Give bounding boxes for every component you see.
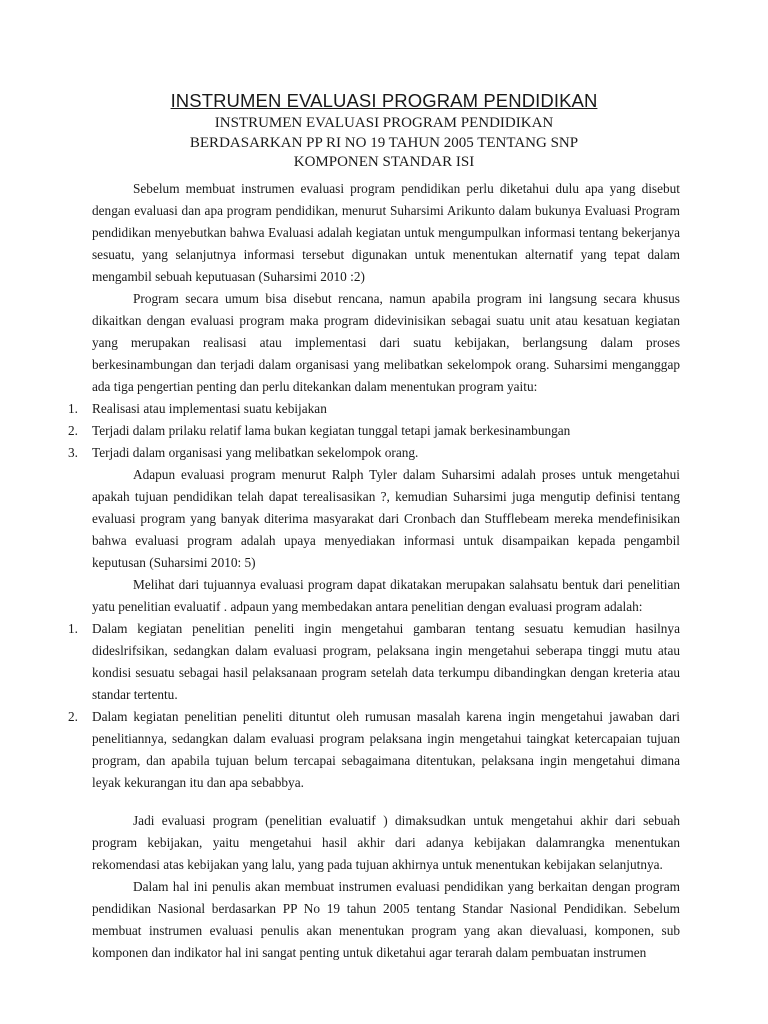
program-criteria-list [68,398,680,464]
list-item [68,420,680,442]
subtitle-line-1: INSTRUMEN EVALUASI PROGRAM PENDIDIKAN [214,115,554,131]
subtitle-line-3: KOMPONEN STANDAR ISI [293,154,475,170]
list-item-text: Dalam kegiatan penelitian peneliti ingin mengetahui gambaran tentang sesuatu kemudian hasilnya dideslrifsikan, sedangkan dalam evaluasi program, pelaksana ingin mengetahui seberapa tinggi mutu atau kondisi sesuatu sebagai hasil pelaksanaan program setelah data terkumpu dibandingkan dengan kreteria atau standar tertentu. [92,621,680,702]
list-item [68,398,680,420]
list-number: 3. [68,445,78,460]
list-number: 1. [68,621,78,636]
paragraph-tyler-definition: Adapun evaluasi program menurut Ralph Tyler dalam Suharsimi adalah proses untuk mengetahui apakah tujuan pendidikan telah dapat terealisasikan ?, kemudian Suharsimi juga mengutip definisi tentang evaluasi program yang banyak diterima masyarakat dari Cronbach dan Stufflebeam mereka mendefinisikan bahwa evaluasi program adalah upaya menyediakan informasi untuk disampaikan kepada pengambil keputusan (Suharsimi 2010: 5) [92,467,680,570]
list-number: 1. [68,401,78,416]
list-item-text: Terjadi dalam organisasi yang melibatkan sekelompok orang. [92,445,419,460]
paragraph-gap [92,794,680,810]
list-item [68,706,680,794]
subtitle-line-2: BERDASARKAN PP RI NO 19 TAHUN 2005 TENTANG SNP [189,134,579,151]
list-item-text: Realisasi atau implementasi suatu kebijakan [92,401,327,416]
list-number: 2. [68,709,78,724]
list-item-text: Terjadi dalam prilaku relatif lama bukan kegiatan tunggal tetapi jamak berkesinambungan [92,423,571,438]
paragraph-author-plan: Dalam hal ini penulis akan membuat instrumen evaluasi pendidikan yang berkaitan dengan program pendidikan Nasional berdasarkan PP No 19 tahun 2005 tentang Standar Nasional Pendidikan. Sebelum membuat instrumen evaluasi penulis akan menentukan program yang akan dievaluasi, komponen, sub komponen dan indikator hal ini sangat penting untuk diketahui agar terarah dalam pembuatan instrumen [92,879,680,960]
list-number: 2. [68,423,78,438]
document-subtitle [0,114,768,173]
paragraph-evaluative-research: Melihat dari tujuannya evaluasi program dapat dikatakan merupakan salahsatu bentuk dari penelitian yatu penelitian evaluatif . adpaun yang membedakan antara penelitian dengan evaluasi program adalah: [92,577,680,614]
list-item [68,442,680,464]
research-vs-evaluation-list [68,618,680,794]
document-title: INSTRUMEN EVALUASI PROGRAM PENDIDIKAN [170,90,598,111]
list-item-text: Dalam kegiatan penelitian peneliti dituntut oleh rumusan masalah karena ingin mengetahui jawaban dari penelitiannya, sedangkan dalam evaluasi program pelaksana ingin mengetahui taingkat ketercapaian tujuan program, dan apabila tujuan belum tercapai sebagaimana ditentukan, pelaksana ingin mengetahui dimana leyak kekurangan itu dan apa sebabbya. [92,709,680,790]
paragraph-conclusion: Jadi evaluasi program (penelitian evaluatif ) dimaksudkan untuk mengetahui akhir dari sebuah program kebijakan, yaitu mengetahui hasil akhir dari adanya kebijakan dalamrangka menentukan rekomendasi atas kebijakan yang lalu, yang pada tujuan akhirnya untuk menentukan kebijakan selanjutnya. [92,813,680,872]
document-body [68,178,680,964]
paragraph-definition-program: Program secara umum bisa disebut rencana, namun apabila program ini langsung secara khusus dikaitkan dengan evaluasi program maka program didevinisikan sebagai suatu unit atau kesatuan kegiatan yang merupakan realisasi atau implementasi dari suatu kebijakan, berlangsung dalam proses berkesinambungan dan terjadi dalam organisasi yang melibatkan sekelompok orang. Suharsimi menganggap ada tiga pengertian penting dan perlu ditekankan dalam menentukan program yaitu: [92,291,680,394]
list-item [68,618,680,706]
paragraph-definition-evaluation: Sebelum membuat instrumen evaluasi program pendidikan perlu diketahui dulu apa yang disebut dengan evaluasi dan apa program pendidikan, menurut Suharsimi Arikunto dalam bukunya Evaluasi Program pendidikan menyebutkan bahwa Evaluasi adalah kegiatan untuk mengumpulkan informasi tentang bekerjanya sesuatu, yang selanjutnya informasi tersebut digunakan untuk menentukan alternatif yang tepat dalam mengambil sebuah keputuasan (Suharsimi 2010 :2) [92,181,680,284]
